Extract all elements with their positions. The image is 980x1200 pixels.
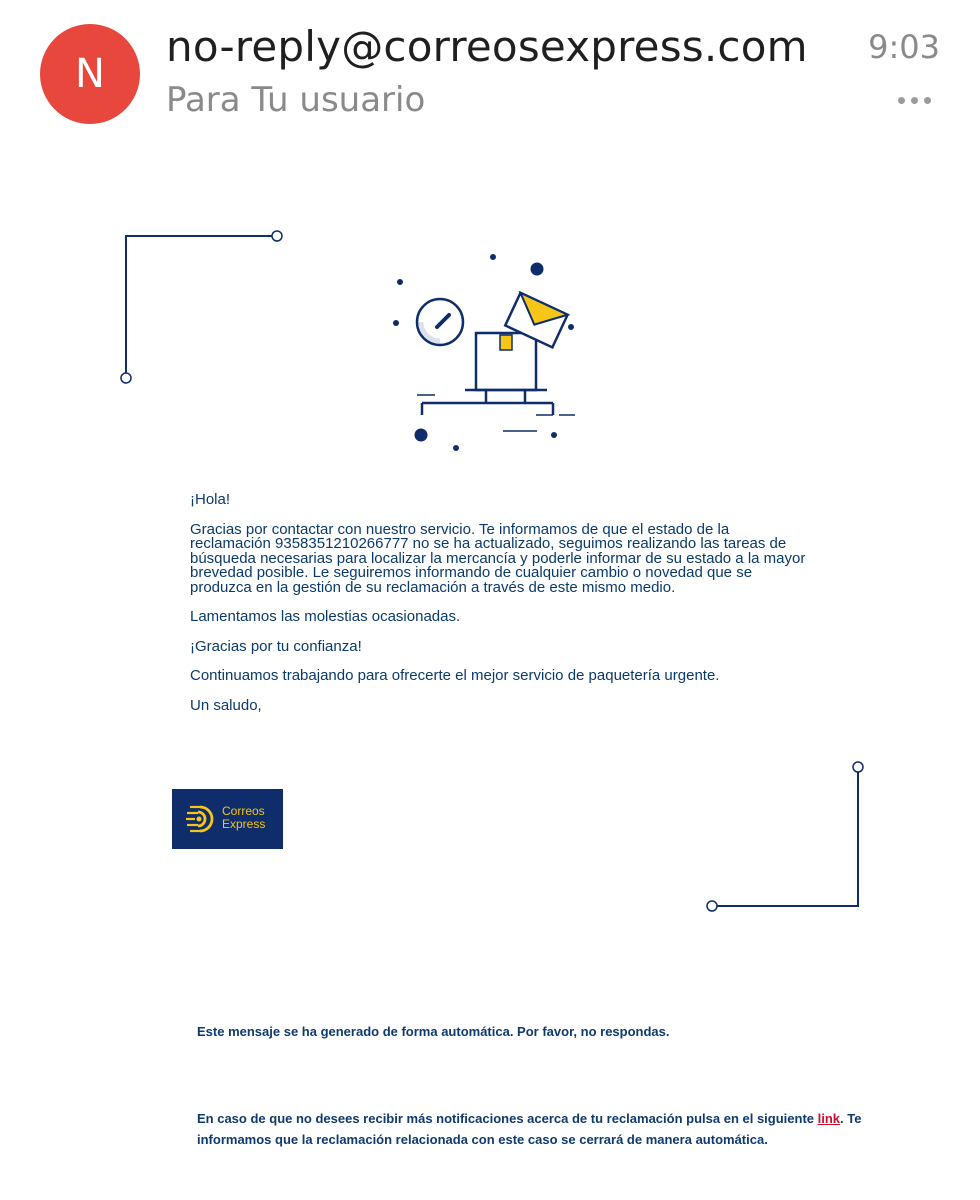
unsubscribe-link[interactable]: link: [817, 1111, 841, 1126]
body-paragraph-thanks: ¡Gracias por tu confianza!: [190, 637, 362, 655]
message-time: 9:03: [868, 28, 940, 66]
body-paragraph-service: Continuamos trabajando para ofrecerte el mejor servicio de paquetería urgente.: [190, 667, 720, 684]
body-paragraph-apology: Lamentamos las molestias ocasionadas.: [190, 608, 461, 625]
corner-line-decoration-top: [115, 226, 290, 391]
unsubscribe-notice: [197, 1108, 937, 1150]
greeting: ¡Hola!: [190, 491, 231, 508]
sender-avatar[interactable]: [40, 24, 140, 124]
email-body: [190, 493, 810, 728]
correos-express-emblem-icon: [186, 804, 218, 834]
unsubscribe-text-after: . Te informamos que la reclamación relacionada con este caso se cerrará de manera automática.: [197, 1111, 862, 1147]
claim-status-illustration: [385, 245, 585, 460]
corner-line-decoration-bottom: [700, 758, 870, 916]
scale-platform: [417, 390, 575, 431]
avatar-initial: N: [75, 51, 105, 97]
clock-icon: [417, 299, 463, 345]
sender-address[interactable]: no-reply@correosexpress.com: [166, 22, 808, 71]
recipient-line[interactable]: Para Tu usuario: [166, 80, 426, 120]
body-signoff: Un saludo,: [190, 696, 262, 714]
body-paragraph-status: Gracias por contactar con nuestro servicio. Te informamos de que el estado de la reclamación 9358351210266777 no se ha actualizado, seguimos realizando las tareas de búsqueda necesarias para localizar la mercancía y poderle informar de su estado a la mayor brevedad posible. Le seguiremos informando de cualquier cambio o novedad que se produzca en la gestión de su reclamación a través de este mismo medio.: [190, 520, 806, 596]
logo-wordmark: [222, 805, 265, 831]
unsubscribe-text-before: En caso de que no desees recibir más notificaciones acerca de tu reclamación pulsa en el siguiente: [197, 1111, 818, 1126]
auto-generated-notice: Este mensaje se ha generado de forma automática. Por favor, no respondas.: [197, 1024, 670, 1039]
package-box-icon: [476, 333, 536, 390]
logo-line-1: Correos: [222, 804, 265, 818]
correos-express-logo: [172, 789, 283, 849]
more-options-icon[interactable]: [898, 92, 934, 108]
logo-line-2: Express: [222, 817, 266, 831]
